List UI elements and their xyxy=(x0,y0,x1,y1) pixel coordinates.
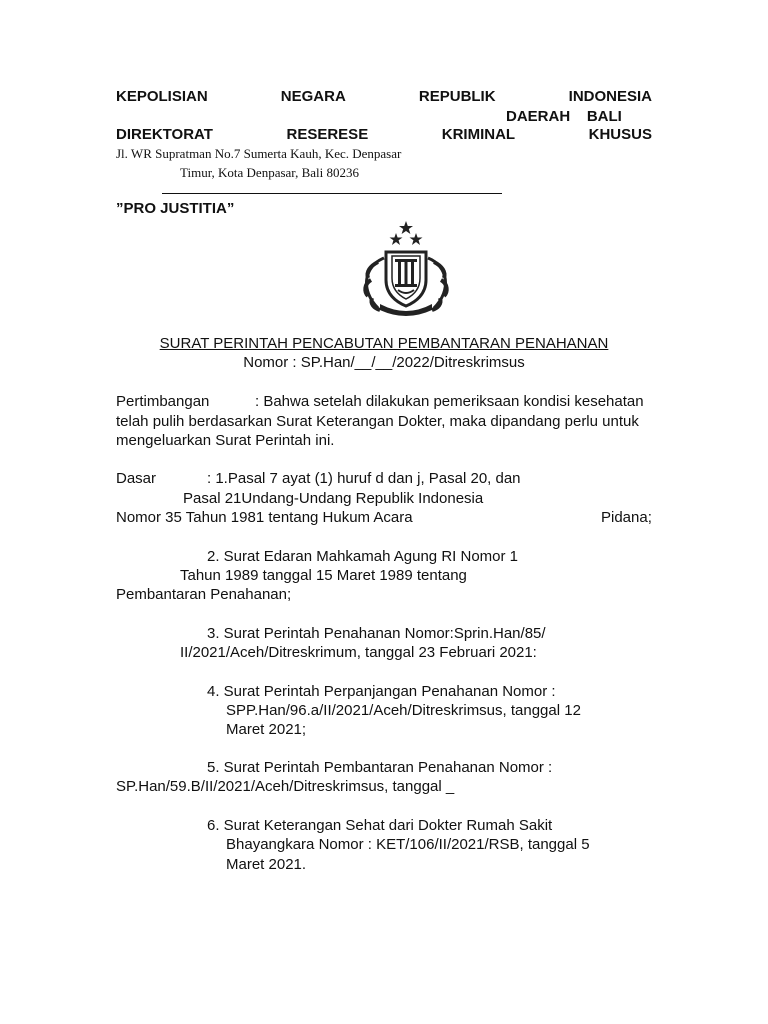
pertimbangan-line-2: telah pulih berdasarkan Surat Keterangan Dokter, maka dipandang perlu untuk xyxy=(116,413,639,430)
dasar-item-3-line-1: 3. Surat Perintah Penahanan Nomor:Sprin.Han/85/ xyxy=(207,625,546,642)
pertimbangan-line-3: mengeluarkan Surat Perintah ini. xyxy=(116,432,335,449)
dasar-item-1-line-3: Nomor 35 Tahun 1981 tentang Hukum Acara xyxy=(116,509,413,526)
dasar-item-1-line-3-end: Pidana; xyxy=(601,509,652,526)
dasar-item-1-line-2: Pasal 21Undang-Undang Republik Indonesia xyxy=(183,490,484,507)
dasar-item-6-line-3: Maret 2021. xyxy=(226,856,307,873)
dasar-item-6-line-2: Bhayangkara Nomor : KET/106/II/2021/RSB, tanggal 5 xyxy=(226,836,590,853)
star-icon xyxy=(399,221,413,234)
dasar-item-4-line-3: Maret 2021; xyxy=(226,721,307,738)
dasar-item-1-line-1: : 1.Pasal 7 ayat (1) huruf d dan j, Pasal 20, dan xyxy=(207,470,521,487)
dasar-item-2-line-1: 2. Surat Edaran Mahkamah Agung RI Nomor 1 xyxy=(207,548,519,565)
star-icon xyxy=(390,233,403,245)
dasar-item-5-line-2: SP.Han/59.B/II/2021/Aceh/Ditreskrimsus, tanggal _ xyxy=(116,778,455,795)
dasar-item-4-line-2: SPP.Han/96.a/II/2021/Aceh/Ditreskrimsus, tanggal 12 xyxy=(226,702,581,719)
header-word: NEGARA xyxy=(280,88,346,105)
header-word: RESERESE xyxy=(286,126,369,143)
header-word: DIREKTORAT xyxy=(116,126,213,143)
dasar-item-5-line-1: 5. Surat Perintah Pembantaran Penahanan Nomor : xyxy=(207,759,553,776)
header-divider xyxy=(162,193,502,194)
document-number: Nomor : SP.Han/__/__/2022/Ditreskrimsus xyxy=(243,354,525,371)
header-line-2: DAERAH BALI xyxy=(506,108,622,125)
star-icon xyxy=(410,233,423,245)
dasar-item-3-line-2: II/2021/Aceh/Ditreskrimum, tanggal 23 Februari 2021: xyxy=(180,644,537,661)
police-emblem-icon xyxy=(354,218,458,318)
document-title xyxy=(0,334,768,353)
header-word: KHUSUS xyxy=(588,126,652,143)
pertimbangan-line-1: : Bahwa setelah dilakukan pemeriksaan kondisi kesehatan xyxy=(255,393,644,410)
header-word: REPUBLIK xyxy=(418,88,496,105)
dasar-label: Dasar xyxy=(116,470,157,487)
header-line-1 xyxy=(116,87,652,106)
header-line-3 xyxy=(116,125,652,144)
pro-justitia: ”PRO JUSTITIA” xyxy=(116,200,235,217)
pertimbangan-label: Pertimbangan xyxy=(116,393,210,410)
header-word: INDONESIA xyxy=(568,88,652,105)
dasar-item-2-line-2: Tahun 1989 tanggal 15 Maret 1989 tentang xyxy=(180,567,467,584)
address-line-2: Timur, Kota Denpasar, Bali 80236 xyxy=(180,165,360,180)
header-word: KEPOLISIAN xyxy=(116,88,208,105)
header-word: KRIMINAL xyxy=(441,126,516,143)
dasar-item-4-line-1: 4. Surat Perintah Perpanjangan Penahanan Nomor : xyxy=(207,683,556,700)
dasar-item-2-line-3: Pembantaran Penahanan; xyxy=(116,586,292,603)
dasar-item-6-line-1: 6. Surat Keterangan Sehat dari Dokter Rumah Sakit xyxy=(207,817,553,834)
document-title-text: SURAT PERINTAH PENCABUTAN PEMBANTARAN PENAHANAN xyxy=(159,335,609,352)
address-line-1: Jl. WR Supratman No.7 Sumerta Kauh, Kec. Denpasar xyxy=(116,146,402,161)
